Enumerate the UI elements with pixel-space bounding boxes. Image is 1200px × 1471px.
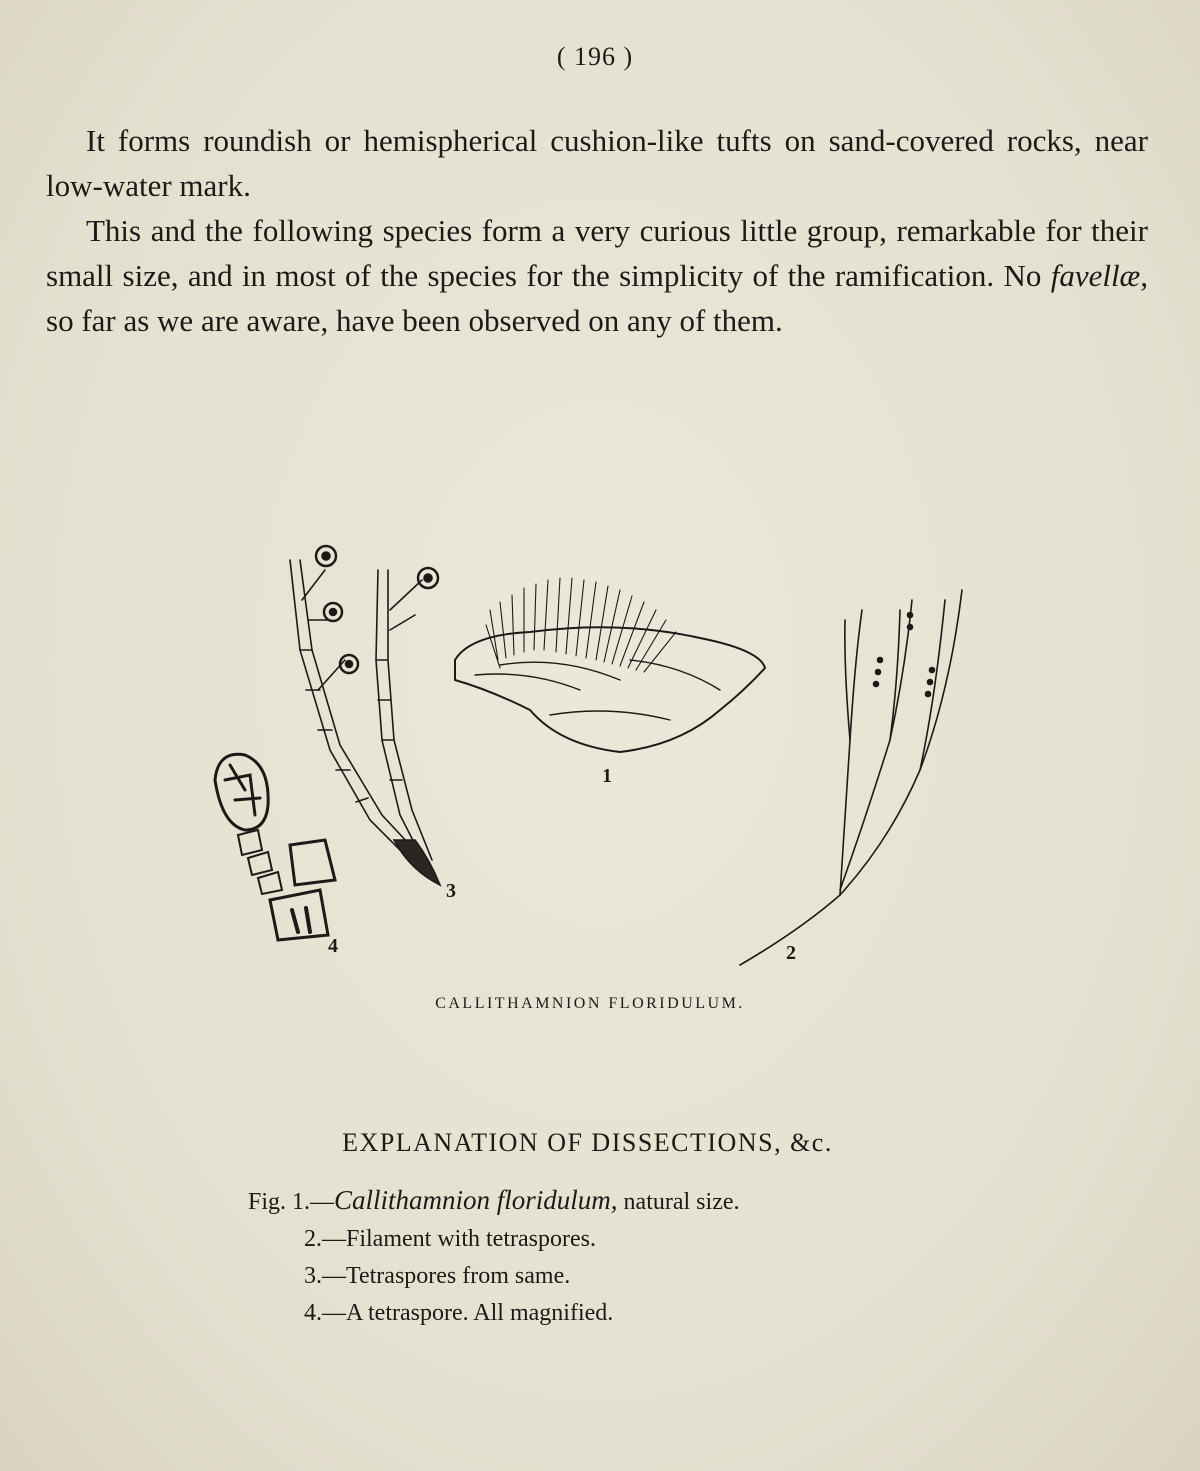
figure-1-drawing bbox=[455, 578, 765, 752]
figure-4-drawing bbox=[215, 754, 335, 940]
illustration-svg bbox=[200, 540, 1000, 980]
figure-label-1: 1 bbox=[602, 765, 612, 787]
page-number: ( 196 ) bbox=[556, 42, 634, 71]
explanation-item: 3.—Tetraspores from same. bbox=[304, 1263, 571, 1289]
figure-3-drawing bbox=[290, 546, 440, 885]
figure-2-drawing bbox=[740, 590, 962, 965]
figure-label-4: 4 bbox=[328, 935, 338, 957]
explanation-heading: EXPLANATION OF DISSECTIONS, &c. bbox=[342, 1128, 833, 1157]
italic-term: favellæ, bbox=[1050, 258, 1148, 293]
body-text bbox=[46, 118, 1148, 343]
explanation-item: 4.—A tetraspore. All magnified. bbox=[304, 1300, 614, 1326]
explanation-item: Fig. 1.—Callithamnion floridulum, natural size. bbox=[248, 1185, 740, 1215]
paragraph-2: This and the following species form a very curious little group, remarkable for their small size, and in most of the species for the simplicity of the ramification. No favellæ, so far as we are aware, have been observed on any of them. bbox=[46, 213, 1148, 338]
explanation-item: 2.—Filament with tetraspores. bbox=[304, 1226, 596, 1252]
figure-label-2: 2 bbox=[786, 942, 796, 964]
species-name: Callithamnion floridulum, bbox=[334, 1185, 618, 1215]
explanation-list bbox=[248, 1182, 740, 1332]
figure-label-3: 3 bbox=[446, 880, 456, 902]
figure-caption: CALLITHAMNION FLORIDULUM. bbox=[435, 995, 745, 1012]
botanical-illustration bbox=[200, 540, 1000, 980]
paragraph-1: It forms roundish or hemispherical cushion-like tufts on sand-covered rocks, near low-water mark. bbox=[46, 123, 1148, 203]
